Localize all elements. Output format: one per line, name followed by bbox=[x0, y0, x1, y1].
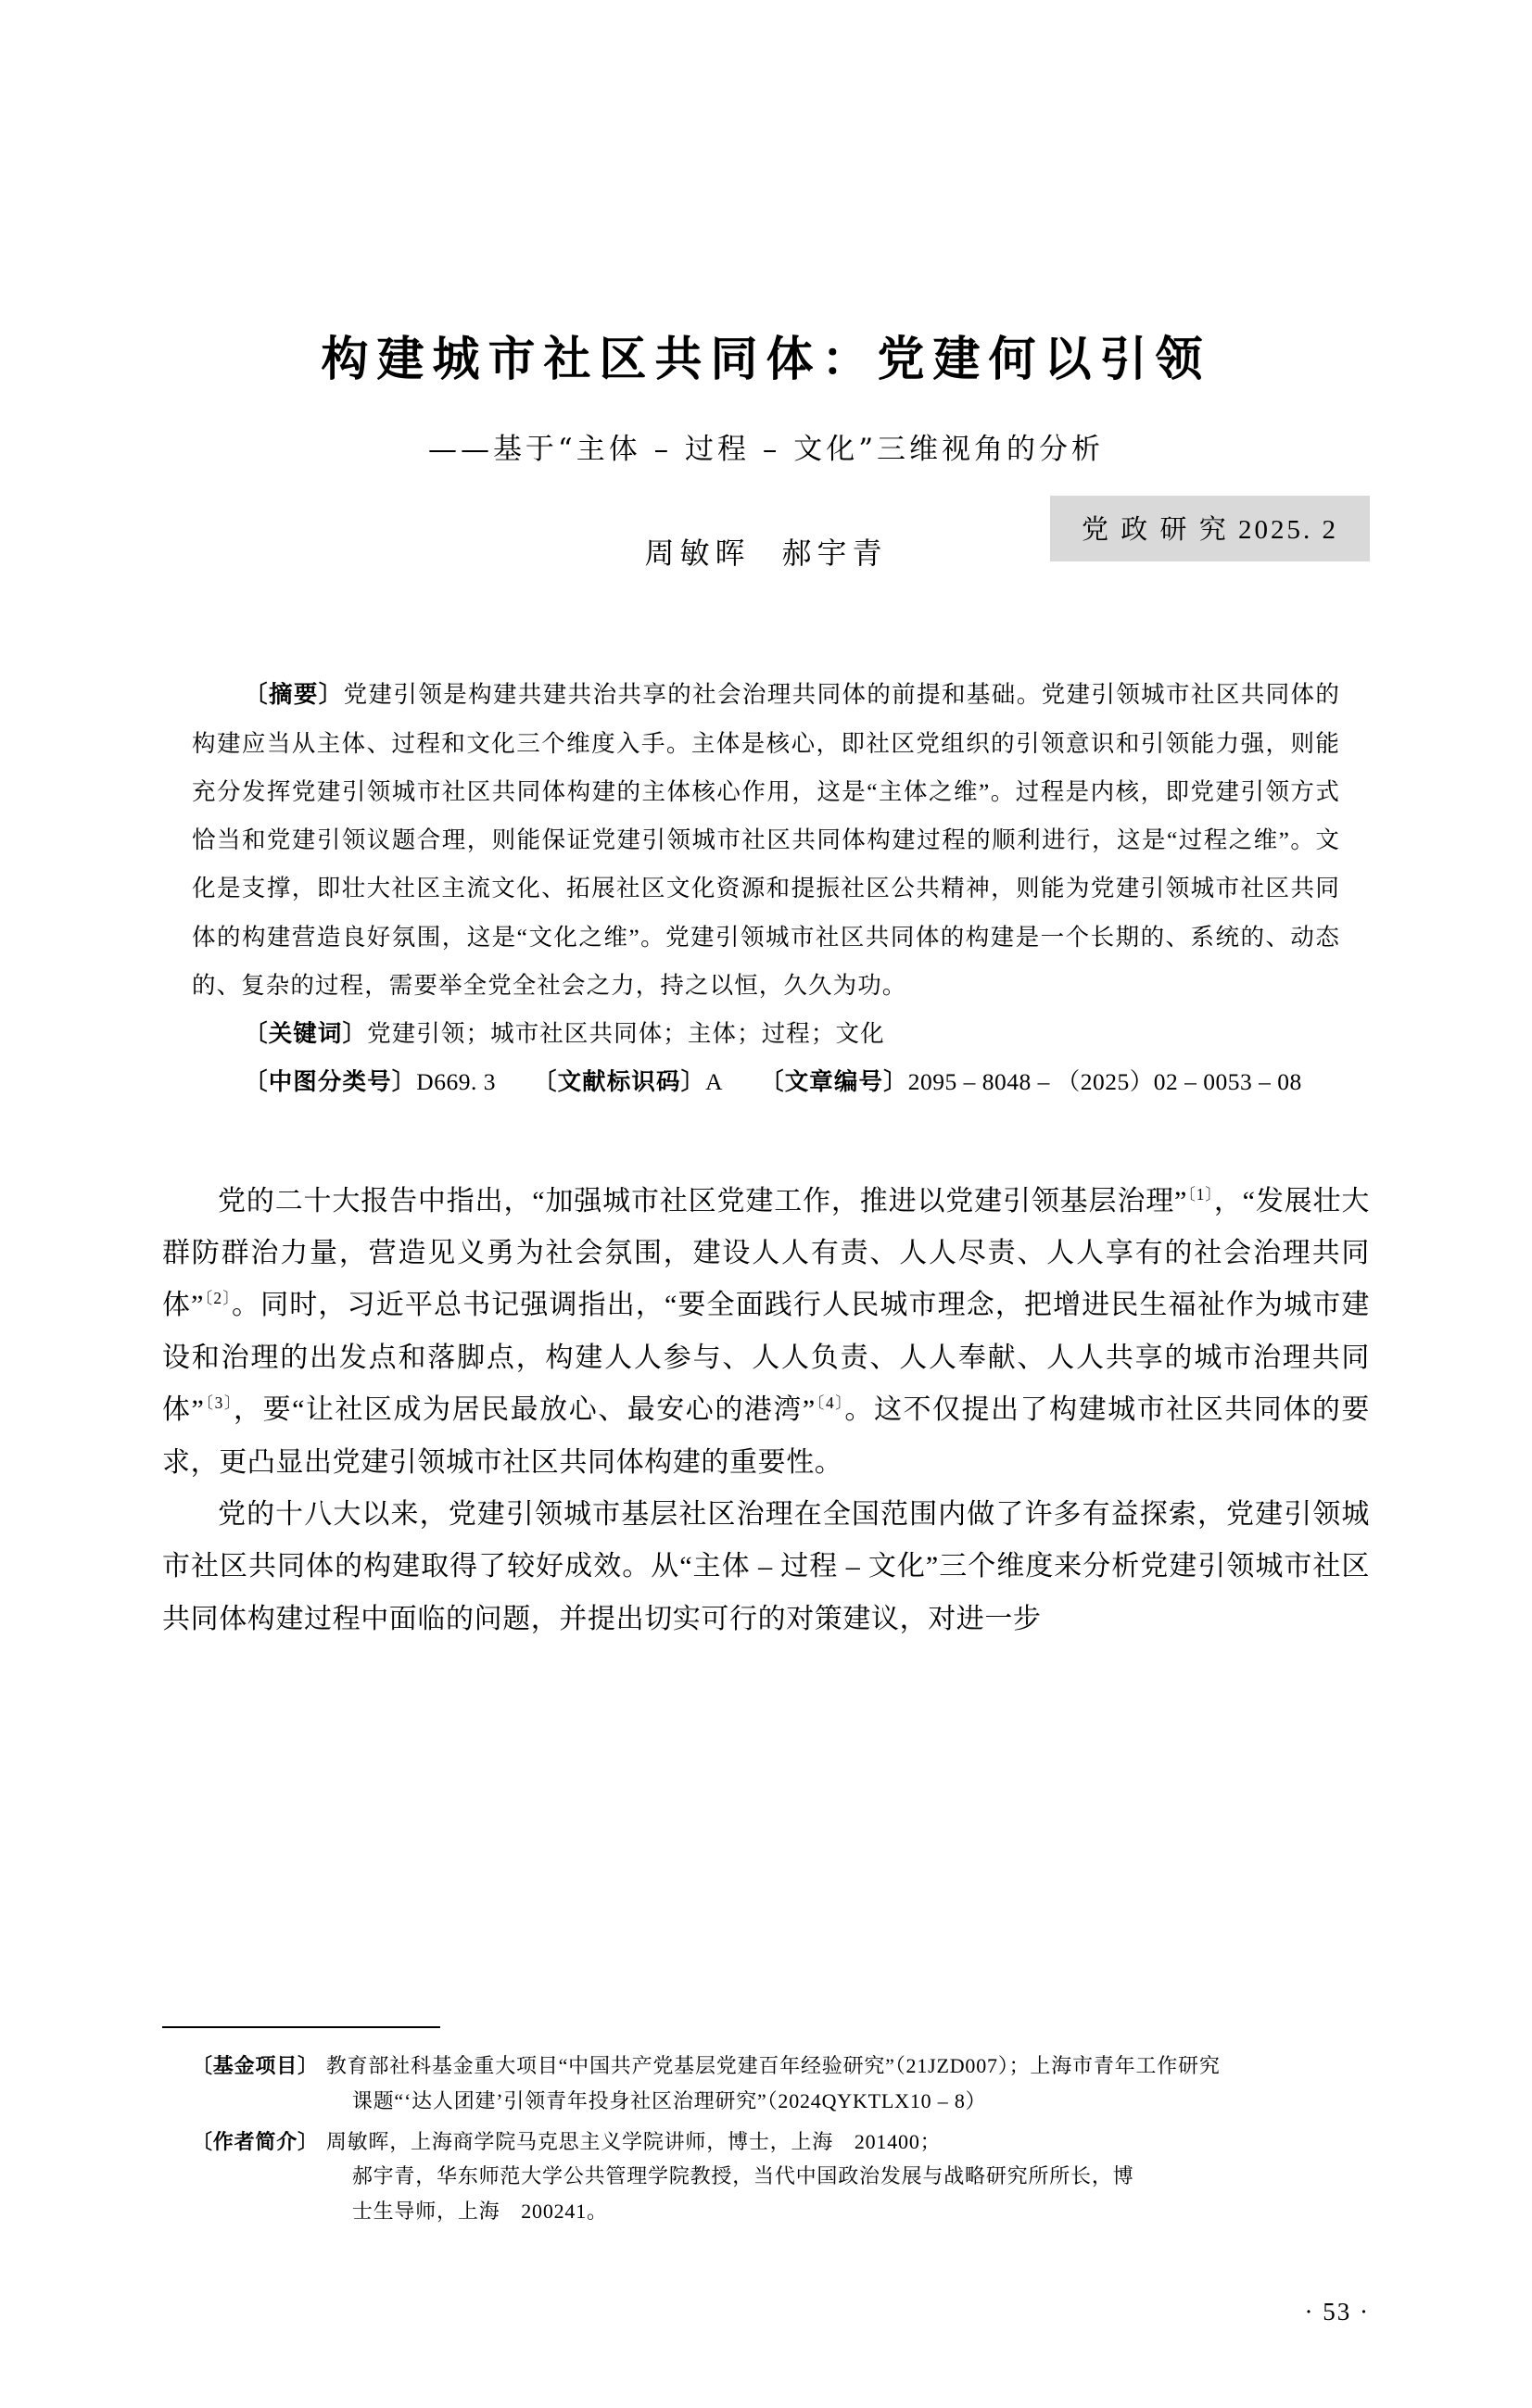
citation-4: 〔4〕 bbox=[815, 1393, 845, 1413]
author-bio-cont-2: 士生导师，上海 200241。 bbox=[351, 2200, 608, 2224]
footnote-author bbox=[162, 2124, 1370, 2229]
citation-3: 〔3〕 bbox=[204, 1393, 234, 1413]
classification-paragraph bbox=[192, 1058, 1340, 1106]
body-text-1e: 。这不仅提出了构建城市社区共同体的要求，更凸显出党建引领城市社区共同体构建的重要性。 bbox=[162, 1394, 1370, 1478]
body-text-1b: ，“发展壮大群防群治力量，营造见义勇为社会氛围，建设人人有责、人人尽责、人人享有的社会治理共同体” bbox=[162, 1185, 1370, 1321]
keywords-text: 党建引领；城市社区共同体；主体；过程；文化 bbox=[367, 1020, 885, 1048]
citation-1: 〔1〕 bbox=[1186, 1184, 1214, 1204]
page bbox=[0, 329, 1532, 2408]
body-text-1d: ，要“让社区成为居民最放心、最安心的港湾” bbox=[234, 1394, 816, 1426]
body-paragraph-2: 党的十八大以来，党建引领城市基层社区治理在全国范围内做了许多有益探索，党建引领城市社区共同体的构建取得了较好成效。从“主体 – 过程 – 文化”三个维度来分析党建引领城市社区共同体构建过程中面临的问题，并提出切实可行的对策建议，对进一步 bbox=[162, 1499, 1370, 1634]
author-bio-cont-1: 郝宇青，华东师范大学公共管理学院教授，当代中国政治发展与战略研究所所长，博 bbox=[351, 2164, 1134, 2188]
fund-text: 教育部社科基金重大项目“中国共产党基层党建百年经验研究”（21JZD007）；上海市青年工作研究 bbox=[325, 2054, 1221, 2077]
clc-value: D669. 3 bbox=[416, 1068, 496, 1096]
author-second: 郝宇青 bbox=[781, 536, 888, 572]
running-head: 党 政 研 究 2025. 2 bbox=[1050, 496, 1370, 561]
footnote-fund bbox=[162, 2049, 1370, 2119]
article-id-label: 〔文章编号〕 bbox=[760, 1068, 908, 1096]
abstract-block bbox=[162, 671, 1370, 1106]
page-subtitle: ——基于“主体 – 过程 – 文化”三维视角的分析 bbox=[427, 433, 1105, 467]
page-number: · 53 · bbox=[1304, 2298, 1370, 2326]
abstract-text: 党建引领是构建共建共治共享的社会治理共同体的前提和基础。党建引领城市社区共同体的构建应当从主体、过程和文化三个维度入手。主体是核心，即社区党组织的引领意识和引领能力强，则能充分发挥党建引领城市社区共同体构建的主体核心作用，这是“主体之维”。过程是内核，即党建引领方式恰当和党建引领议题合理，则能保证党建引领城市社区共同体构建过程的顺利进行，这是“过程之维”。文化是支撑，即壮大社区主流文化、拓展社区文化资源和提振社区公共精神，则能为党建引领城市社区共同体的构建营造良好氛围，这是“文化之维”。党建引领城市社区共同体的构建是一个长期的、系统的、动态的、复杂的过程，需要举全党全社会之力，持之以恒，久久为功。 bbox=[192, 681, 1340, 999]
article-id-value: 2095 – 8048 – （2025）02 – 0053 – 08 bbox=[907, 1068, 1302, 1096]
author-bio-label: 〔作者简介〕 bbox=[192, 2129, 319, 2153]
body-block bbox=[162, 1176, 1370, 1646]
abstract-paragraph bbox=[192, 671, 1340, 1010]
author-bio-text: 周敏晖，上海商学院马克思主义学院讲师，博士，上海 201400； bbox=[325, 2129, 942, 2153]
body-paragraph-1 bbox=[162, 1176, 1370, 1489]
fund-label: 〔基金项目〕 bbox=[192, 2054, 319, 2077]
citation-2: 〔2〕 bbox=[204, 1289, 233, 1308]
author-first: 周敏晖 bbox=[644, 536, 751, 572]
clc-label: 〔中图分类号〕 bbox=[244, 1068, 417, 1096]
footnote-rule bbox=[162, 2026, 440, 2028]
keywords-label: 〔关键词〕 bbox=[244, 1020, 368, 1048]
doc-type-value: A bbox=[705, 1068, 724, 1096]
page-title: 构建城市社区共同体：党建何以引领 bbox=[321, 332, 1211, 387]
fund-text-cont: 课题“‘达人团建’引领青年投身社区治理研究”（2024QYKTLX10 – 8） bbox=[351, 2088, 987, 2112]
doc-type-label: 〔文献标识码〕 bbox=[532, 1068, 706, 1096]
body-text-1c: 。同时，习近平总书记强调指出，“要全面践行人民城市理念，把增进民生福祉作为城市建设和治理的出发点和落脚点，构建人人参与、人人负责、人人奉献、人人共享的城市治理共同体” bbox=[162, 1290, 1370, 1426]
running-head-container bbox=[1050, 496, 1370, 561]
keywords-paragraph bbox=[192, 1010, 1340, 1058]
abstract-label: 〔摘要〕 bbox=[244, 681, 344, 709]
footnote-area bbox=[162, 2026, 1370, 2235]
body-text-1a: 党的二十大报告中指出，“加强城市社区党建工作，推进以党建引领基层治理” bbox=[218, 1185, 1187, 1217]
